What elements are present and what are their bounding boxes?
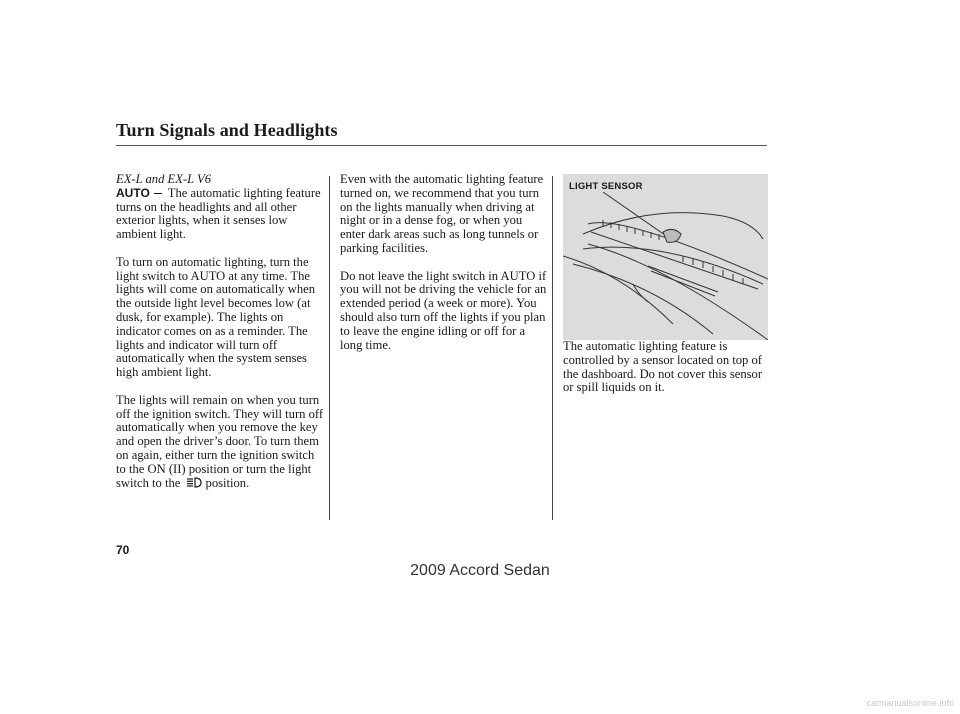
dashboard-drawing <box>563 174 768 340</box>
column-divider <box>329 176 330 520</box>
page-title: Turn Signals and Headlights <box>116 120 338 140</box>
model-variant: EX-L and EX-L V6 <box>116 172 212 186</box>
do-not-leave-paragraph: Do not leave the light switch in AUTO if you will not be driving the vehicle for an extended period (a week or more). You should also turn off the lights if you plan to leave the engine idling or off for a long time. <box>340 268 547 352</box>
column-3 <box>563 340 768 409</box>
em-dash <box>154 193 162 194</box>
auto-paragraph <box>116 187 326 242</box>
headlight-icon <box>186 477 202 488</box>
column-1 <box>116 173 326 504</box>
column-divider <box>552 176 553 520</box>
lights-remain-paragraph <box>116 394 326 491</box>
illustration-label: LIGHT SENSOR <box>569 181 643 192</box>
column-2 <box>340 173 550 366</box>
auto-paragraph-text: The automatic lighting feature turns on the headlights and all other exterior lights, when it senses low ambient light. <box>116 185 321 242</box>
auto-heading: AUTO <box>116 185 150 200</box>
title-rule <box>116 145 767 146</box>
lights-remain-text-end: position. <box>205 475 250 490</box>
light-sensor-illustration <box>563 174 768 340</box>
recommend-paragraph: Even with the automatic lighting feature turned on, we recommend that you turn on the lights manually when driving at night or in a dense fog, or when you enter dark areas such as long tunnels or parking facilities. <box>340 172 544 255</box>
footer-model: 2009 Accord Sedan <box>410 562 550 579</box>
page-number: 70 <box>116 543 130 557</box>
lights-remain-text: The lights will remain on when you turn off the ignition switch. They will turn off automatically when you remove the key and open the driver’s door. To turn them on again, either turn the ignition switch to the ON (II) position or turn the light switch to the <box>116 392 324 490</box>
automatic-lighting-paragraph: To turn on automatic lighting, turn the light switch to AUTO at any time. The lights will come on automatically when the outside light level becomes low (at dusk, for example). The lights on indicator comes on as a reminder. The lights and indicator will turn off automatically when the system senses high ambient light. <box>116 254 316 380</box>
sensor-paragraph: The automatic lighting feature is controlled by a sensor located on top of the dashboard. Do not cover this sensor or spill liquids on it. <box>563 339 763 395</box>
watermark: carmanualsonline.info <box>866 698 954 708</box>
